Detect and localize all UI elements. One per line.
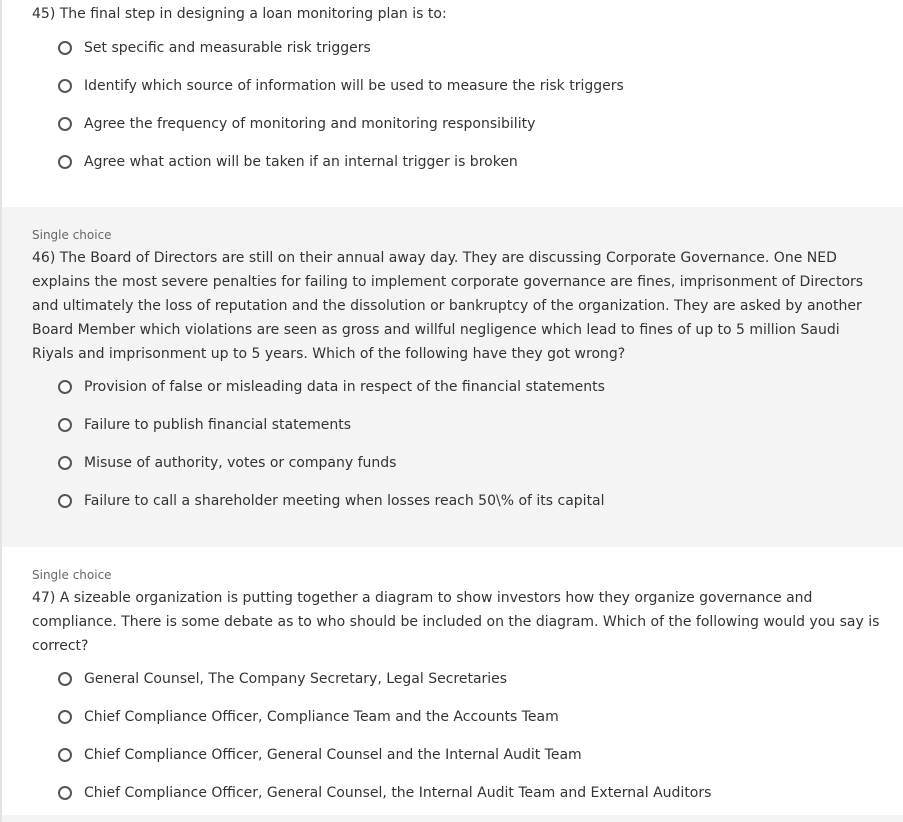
radio-icon[interactable] — [58, 710, 72, 724]
option-label[interactable]: Chief Compliance Officer, General Counsel, the Internal Audit Team and External Auditors — [84, 785, 712, 801]
option-label[interactable]: Misuse of authority, votes or company funds — [84, 455, 397, 471]
question-text: 47) A sizeable organization is putting together a diagram to show investors how they organize governance and compliance. There is some debate as to who should be included on the diagram. Which of the following would you say is correct? — [32, 590, 880, 654]
option-radio[interactable] — [32, 105, 883, 143]
option-radio[interactable] — [32, 482, 883, 520]
option-radio[interactable] — [32, 736, 883, 774]
option-radio[interactable] — [32, 143, 883, 181]
option-label[interactable]: Chief Compliance Officer, General Counsel and the Internal Audit Team — [84, 747, 582, 763]
question-47 — [2, 547, 903, 815]
option-label[interactable]: Identify which source of information will be used to measure the risk triggers — [84, 78, 624, 94]
option-label[interactable]: Failure to call a shareholder meeting when losses reach 50\% of its capital — [84, 493, 605, 509]
question-46 — [2, 207, 903, 547]
option-label[interactable]: Chief Compliance Officer, Compliance Team and the Accounts Team — [84, 709, 559, 725]
question-text: 45) The final step in designing a loan monitoring plan is to: — [32, 6, 447, 22]
question-type: Single choice — [32, 568, 112, 582]
options-list — [32, 368, 883, 520]
option-label[interactable]: General Counsel, The Company Secretary, Legal Secretaries — [84, 671, 508, 687]
question-45 — [2, 0, 903, 207]
option-label[interactable]: Provision of false or misleading data in respect of the financial statements — [84, 379, 605, 395]
radio-icon[interactable] — [58, 786, 72, 800]
option-label[interactable]: Failure to publish financial statements — [84, 417, 352, 433]
option-radio[interactable] — [32, 406, 883, 444]
question-text: 46) The Board of Directors are still on their annual away day. They are discussing Corporate Governance. One NED explains the most severe penalties for failing to implement corporate governance are fines, imprisonment of Directors and ultimately the loss of reputation and the dissolution or bankruptcy of the organization. They are asked by another Board Member which violations are seen as gross and willful negligence which lead to fines of up to 5 million Saudi Riyals and imprisonment up to 5 years. Which of the following have they got wrong? — [32, 250, 864, 362]
option-radio[interactable] — [32, 368, 883, 406]
option-radio[interactable] — [32, 67, 883, 105]
option-radio[interactable] — [32, 774, 883, 812]
radio-icon[interactable] — [58, 418, 72, 432]
radio-icon[interactable] — [58, 380, 72, 394]
radio-icon[interactable] — [58, 748, 72, 762]
option-radio[interactable] — [32, 29, 883, 67]
question-type: Single choice — [32, 228, 112, 242]
options-list — [32, 660, 883, 812]
option-label[interactable]: Agree what action will be taken if an internal trigger is broken — [84, 154, 518, 170]
radio-icon[interactable] — [58, 117, 72, 131]
option-label[interactable]: Set specific and measurable risk triggers — [84, 40, 371, 56]
radio-icon[interactable] — [58, 41, 72, 55]
option-radio[interactable] — [32, 698, 883, 736]
radio-icon[interactable] — [58, 79, 72, 93]
radio-icon[interactable] — [58, 494, 72, 508]
options-list — [32, 29, 883, 181]
option-radio[interactable] — [32, 660, 883, 698]
radio-icon[interactable] — [58, 672, 72, 686]
radio-icon[interactable] — [58, 456, 72, 470]
option-label[interactable]: Agree the frequency of monitoring and monitoring responsibility — [84, 116, 536, 132]
next-question-strip — [2, 815, 903, 822]
option-radio[interactable] — [32, 444, 883, 482]
radio-icon[interactable] — [58, 155, 72, 169]
